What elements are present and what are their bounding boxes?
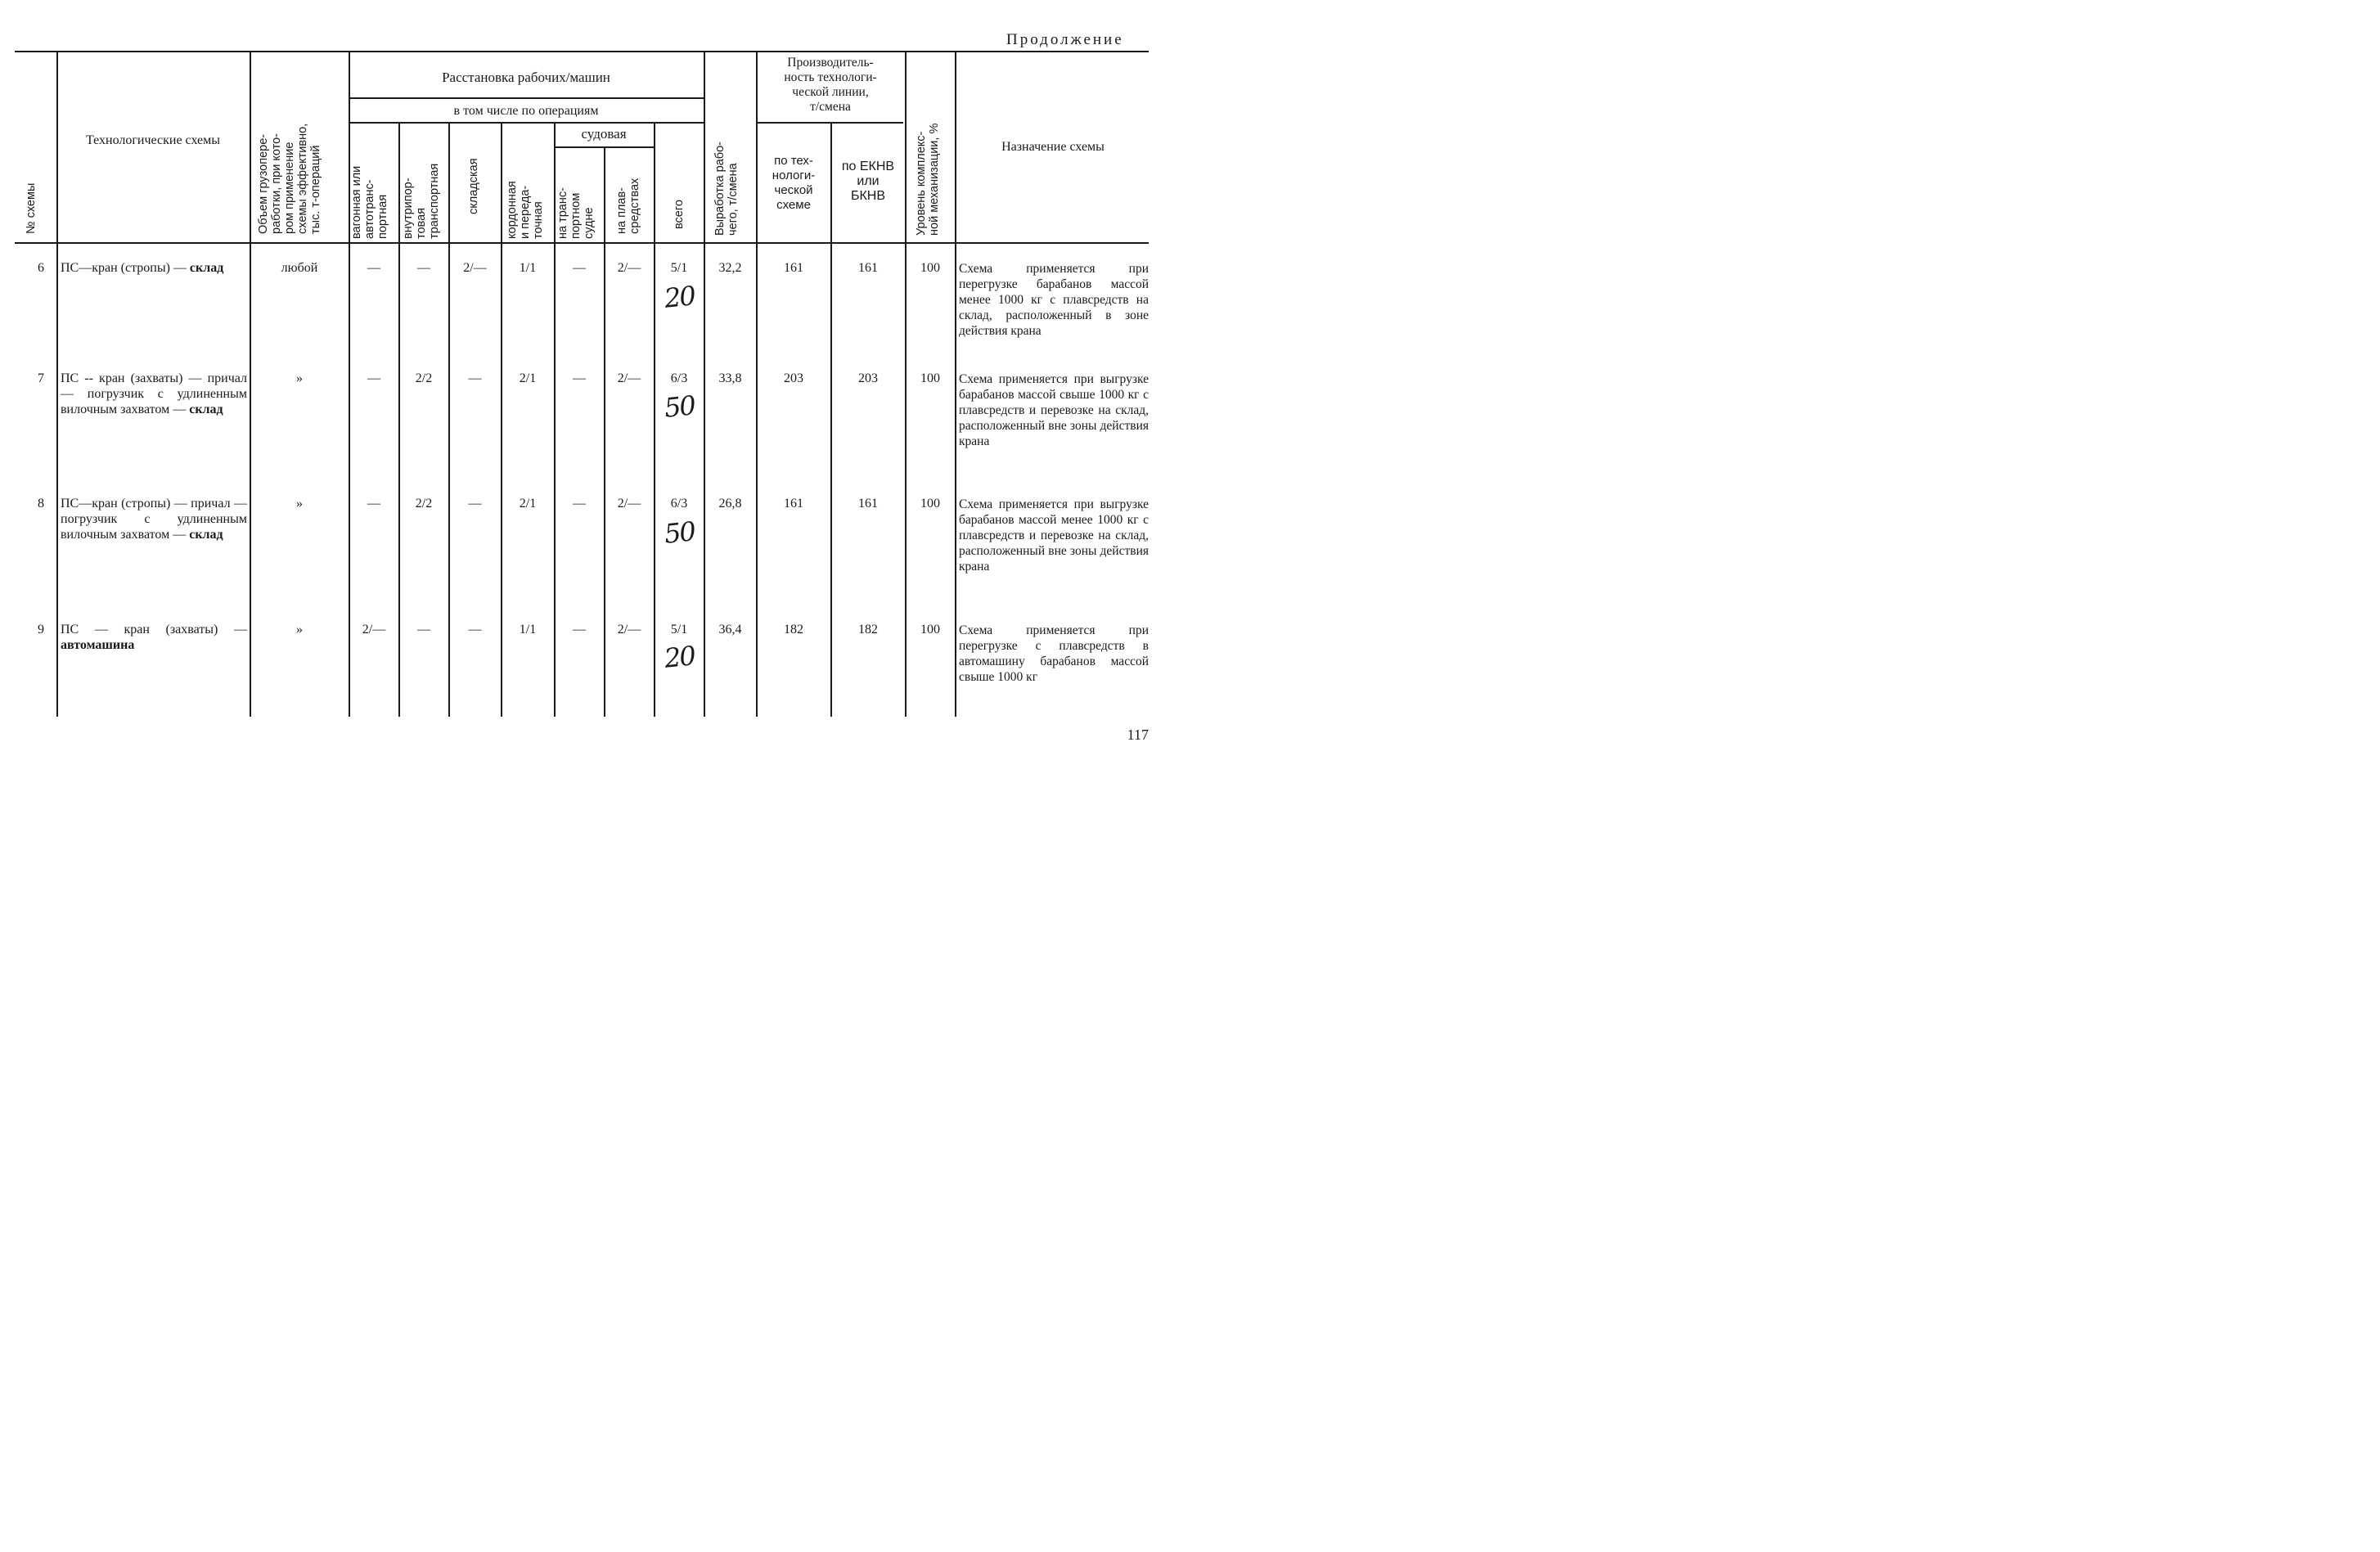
op-internal: 2/2 — [415, 371, 433, 385]
op-warehouse: — — [468, 497, 482, 511]
op-kordon: 1/1 — [519, 623, 537, 637]
scheme-text: ПС—кран (стропы) — склад — [61, 261, 224, 275]
header-purpose: Назначение схемы — [1001, 140, 1105, 154]
mech-level: 100 — [920, 623, 940, 637]
by-scheme: 182 — [784, 623, 803, 637]
op-kordon: 2/1 — [519, 371, 537, 385]
op-internal: 2/2 — [415, 497, 433, 511]
op-kordon: 1/1 — [519, 261, 537, 275]
op-wagon: 2/— — [362, 623, 386, 637]
mech-level: 100 — [920, 371, 940, 385]
op-internal: — — [417, 261, 430, 275]
output: 26,8 — [718, 497, 742, 511]
header-mech-level: Уровень комплекс- ной механизации, % — [915, 123, 941, 236]
by-scheme: 161 — [784, 261, 803, 275]
col-divider — [56, 52, 58, 717]
header-op-wagon: вагонная или автотранс- портная — [350, 165, 389, 239]
op-transport-ship: — — [573, 497, 586, 511]
header-bottom-rule — [15, 242, 1149, 244]
volume: » — [296, 623, 303, 637]
header-op-transport-ship: на транс- портном судне — [556, 187, 596, 239]
by-eknv: 203 — [858, 371, 878, 385]
op-floating: 2/— — [617, 623, 641, 637]
by-scheme: 203 — [784, 371, 803, 385]
header-op-kordon: кордонная и переда- точная — [506, 181, 545, 239]
byops-rule — [349, 122, 704, 124]
op-transport-ship: — — [573, 371, 586, 385]
by-eknv: 182 — [858, 623, 878, 637]
op-floating: 2/— — [617, 371, 641, 385]
op-warehouse: — — [468, 371, 482, 385]
op-floating: 2/— — [617, 497, 641, 511]
output: 32,2 — [718, 261, 742, 275]
total: 5/1 — [670, 261, 688, 275]
page-number: 117 — [1127, 727, 1149, 743]
header-volume: Объем грузопере- работки, при кото- ром применение схемы эффективно, тыс. т-операций — [257, 123, 322, 234]
table-top-rule — [15, 51, 1149, 52]
scheme-text: ПС — кран (захваты) — автомашина — [61, 623, 247, 652]
header-total: всего — [673, 200, 686, 229]
op-wagon: — — [367, 371, 380, 385]
purpose-text: Схема применяется при перегрузке барабанов массой менее 1000 кг с плавсредств на склад, расположенный в зоне действия крана — [959, 262, 1149, 338]
volume: » — [296, 371, 303, 385]
op-floating: 2/— — [617, 261, 641, 275]
header-op-internal: внутрипор- товая транспортная — [402, 163, 441, 239]
header-placement: Расстановка рабочих/машин — [442, 70, 610, 85]
header-by-scheme: по тех- нологи- ческой схеме — [772, 154, 816, 212]
purpose-text: Схема применяется при выгрузке барабанов массой менее 1000 кг с плавсредств и перевозке на склад, расположенный вне зоны действия крана — [959, 497, 1149, 574]
placement-rule — [349, 97, 704, 99]
header-ship: судовая — [581, 126, 627, 142]
op-kordon: 2/1 — [519, 497, 537, 511]
header-by-eknv: по ЕКНВ или БКНВ — [841, 160, 895, 203]
row-num: 8 — [38, 497, 44, 511]
scheme-text: ПС—кран (стропы) — причал — погрузчик с удлиненным вилочным захватом — склад — [61, 497, 247, 542]
mech-level: 100 — [920, 261, 940, 275]
header-output: Выработка рабо- чего, т/смена — [713, 142, 740, 236]
mech-level: 100 — [920, 497, 940, 511]
col-divider — [955, 52, 956, 717]
scheme-text: ПС -- кран (захваты) — причал — погрузчик с удлиненным вилочным захватом — склад — [61, 371, 247, 416]
total: 5/1 — [670, 623, 688, 637]
op-internal: — — [417, 623, 430, 637]
row-num: 7 — [38, 371, 44, 385]
header-schemes: Технологические схемы — [85, 133, 221, 147]
header-num: № схемы — [25, 182, 38, 234]
op-warehouse: — — [468, 623, 482, 637]
output: 36,4 — [718, 623, 742, 637]
purpose-text: Схема применяется при перегрузке с плавсредств в автомашину барабанов массой свыше 1000 кг — [959, 623, 1149, 684]
by-eknv: 161 — [858, 261, 878, 275]
op-warehouse: 2/— — [463, 261, 487, 275]
total: 6/3 — [670, 497, 688, 511]
row-num: 9 — [38, 623, 44, 637]
output: 33,8 — [718, 371, 742, 385]
op-wagon: — — [367, 497, 380, 511]
volume: любой — [281, 261, 318, 275]
total: 6/3 — [670, 371, 688, 385]
handwritten-note: 50 — [663, 389, 696, 424]
volume: » — [296, 497, 303, 511]
handwritten-note: 20 — [663, 280, 696, 314]
handwritten-note: 50 — [663, 515, 696, 550]
header-op-warehouse: складская — [467, 158, 480, 214]
by-scheme: 161 — [784, 497, 803, 511]
continuation-label: Продолжение — [1006, 31, 1124, 48]
op-transport-ship: — — [573, 623, 586, 637]
op-transport-ship: — — [573, 261, 586, 275]
row-num: 6 — [38, 261, 44, 275]
header-by-ops: в том числе по операциям — [453, 104, 599, 118]
by-eknv: 161 — [858, 497, 878, 511]
purpose-text: Схема применяется при выгрузке барабанов массой свыше 1000 кг с плавсредств и перевозке на склад, расположенный вне зоны действия крана — [959, 372, 1149, 448]
handwritten-note: 20 — [663, 640, 696, 674]
header-op-floating: на плав- средствах — [615, 178, 641, 234]
op-wagon: — — [367, 261, 380, 275]
header-productivity: Производитель- ность технологи- ческой линии, т/смена — [784, 56, 877, 114]
